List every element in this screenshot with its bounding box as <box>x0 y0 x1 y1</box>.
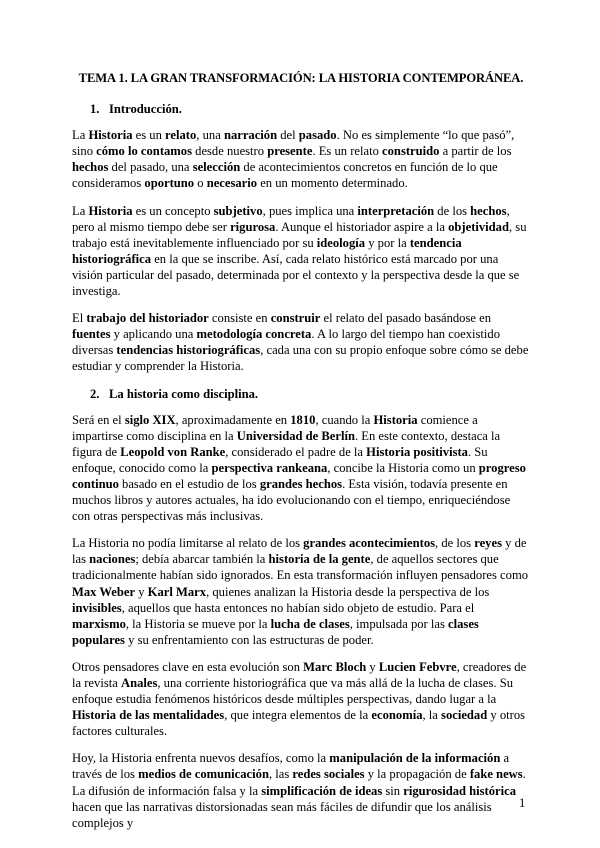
text-run: , su trabajo está inevitablemente influenciado por su <box>72 219 527 250</box>
text-run: . A lo largo del tiempo han coexistido diversas <box>72 327 501 358</box>
text-run: a partir de los <box>439 144 512 159</box>
text-run: del pasado, una <box>108 160 193 175</box>
bold-term: Historia <box>88 203 133 218</box>
bold-term: Anales <box>120 676 158 690</box>
text-run: de acontecimientos concretos en función de lo que consideramos <box>72 160 498 191</box>
document-body <box>72 101 530 831</box>
text-run: , que integra elementos de la <box>224 708 372 723</box>
bold-term: Marc Bloch <box>303 659 367 674</box>
text-run: es un concepto <box>132 203 214 218</box>
text-run: ; debía abarcar también la <box>135 552 269 567</box>
bold-term: rigurosidad histórica <box>403 783 517 798</box>
bold-term: Historia positivista <box>366 444 468 459</box>
section-number: 2. <box>90 386 100 401</box>
bold-term: Leopold von Ranke <box>120 444 226 459</box>
text-run: La Historia no podía limitarse al relato de los <box>72 536 304 551</box>
text-run: Otros pensadores clave en esta evolución son <box>72 659 304 674</box>
document-page <box>72 70 530 842</box>
bold-term: pasado <box>298 128 337 143</box>
bold-term: tendencia historiográfica <box>72 235 462 266</box>
bold-term: presente <box>267 144 313 159</box>
text-run: , pero al mismo tiempo debe ser <box>72 203 510 234</box>
section-heading <box>90 101 530 117</box>
bold-term: perspectiva rankeana <box>211 460 328 475</box>
text-run: , las <box>268 767 293 782</box>
text-run: , de aquellos sectores que tradicionalmente habían sido ignorados. En esta transformación influyen pensadores como <box>72 552 529 583</box>
text-run: , cada una con su propio enfoque sobre cómo se debe estudiar y comprender la Historia. <box>72 343 529 374</box>
text-run: y de las <box>72 536 527 567</box>
bold-term: siglo XIX <box>124 412 176 427</box>
paragraph <box>72 310 530 374</box>
text-run: , aproximadamente en <box>175 412 291 427</box>
bold-term: narración <box>223 128 278 143</box>
text-run: , quienes analizan la Historia desde la perspectiva de los <box>206 584 490 599</box>
text-run: y aplicando una <box>110 327 197 342</box>
bold-term: hechos <box>470 203 507 218</box>
text-run: . La difusión de información falsa y la <box>72 767 526 798</box>
paragraph <box>72 412 530 525</box>
text-run: , impulsada por las <box>349 616 449 631</box>
text-run: comience a impartirse como disciplina en la <box>72 412 478 443</box>
text-run: Será en el <box>72 412 125 427</box>
text-run: , una <box>196 128 224 143</box>
text-run: . No es simplemente “lo que pasó”, sino <box>72 128 515 159</box>
bold-term: Karl Marx <box>147 584 207 599</box>
text-run: sin <box>382 783 404 798</box>
text-run: hacen que las narrativas distorsionadas sean más fáciles de difundir que los análisis complejos y <box>72 799 492 830</box>
paragraph <box>72 535 530 648</box>
text-run: , de los <box>435 536 475 551</box>
paragraph <box>72 127 530 191</box>
bold-term: relato <box>165 128 197 143</box>
bold-term: metodología concreta <box>196 327 312 342</box>
bold-term: grandes acontecimientos <box>303 536 436 551</box>
text-run: y su enfrentamiento con las estructuras de poder. <box>124 632 374 647</box>
text-run: consiste en <box>208 311 271 326</box>
text-run: , pues implica una <box>262 203 358 218</box>
text-run: . Es un relato <box>312 144 383 159</box>
text-run: , aquellos que hasta entonces no habían sido objeto de estudio. Para el <box>121 600 475 615</box>
bold-term: construido <box>382 144 440 159</box>
bold-term: Historia <box>373 412 418 427</box>
bold-term: Lucien Febvre <box>378 659 457 674</box>
text-run: de los <box>434 203 471 218</box>
text-run: El <box>72 311 87 326</box>
bold-term: sociedad <box>441 708 488 723</box>
bold-term: fuentes <box>72 327 111 342</box>
text-run: , la <box>422 708 442 723</box>
text-run: y por la <box>365 235 410 250</box>
bold-term: cómo lo contamos <box>96 144 192 159</box>
bold-term: invisibles <box>72 600 122 615</box>
bold-term: reyes <box>474 536 502 551</box>
bold-term: selección <box>192 160 241 175</box>
bold-term: necesario <box>206 176 258 191</box>
text-run: , una corriente historiográfica que va más allá de la lucha de clases. Su enfoque estudia fenómenos históricos desde múltiples perspectivas, dando lugar a la <box>72 676 513 707</box>
section-number: 1. <box>90 102 100 117</box>
page-number: 1 <box>519 796 526 810</box>
text-run: La <box>72 128 89 143</box>
text-run: basado en el estudio de los <box>118 476 260 491</box>
text-run: . En este contexto, destaca la figura de <box>72 428 501 459</box>
text-run: y <box>135 584 148 599</box>
text-run: , la Historia se mueve por la <box>125 616 271 631</box>
bold-term: oportuno <box>144 176 195 191</box>
text-run: y <box>366 659 379 674</box>
bold-term: Max Weber <box>72 584 136 599</box>
text-run: . Esta visión, todavía presente en muchos libros y autores actuales, ha ido evolucionando con el tiempo, enriqueciéndose con otras perspectivas más inclusivas. <box>72 476 511 524</box>
text-run: en la que se inscribe. Así, cada relato histórico está marcado por una visión particular del pasado, determinada por el contexto y la perspectiva desde la que se investiga. <box>72 251 520 299</box>
text-run: Hoy, la Historia enfrenta nuevos desafíos, como la <box>72 751 330 766</box>
text-run: es un <box>132 128 166 143</box>
text-run: del <box>277 128 299 143</box>
bold-term: subjetivo <box>213 203 263 218</box>
bold-term: construir <box>270 311 321 326</box>
text-run: La <box>72 203 89 218</box>
bold-term: trabajo del historiador <box>86 311 209 326</box>
paragraph <box>72 659 530 739</box>
bold-term: fake news <box>469 767 523 782</box>
bold-term: economía <box>371 708 423 723</box>
bold-term: hechos <box>72 160 109 175</box>
bold-term: interpretación <box>357 203 435 218</box>
section-heading-text: Introducción. <box>109 102 182 117</box>
bold-term: Historia <box>88 128 133 143</box>
bold-term: ideología <box>316 235 366 250</box>
bold-term: 1810 <box>290 412 316 427</box>
text-run: y la propagación de <box>364 767 470 782</box>
text-run: , creadores de la revista <box>72 659 527 690</box>
text-run: desde nuestro <box>192 144 268 159</box>
text-run: a través de los <box>72 751 510 782</box>
bold-term: progreso continuo <box>72 460 526 491</box>
bold-term: medios de comunicación <box>138 767 269 782</box>
document-title: TEMA 1. LA GRAN TRANSFORMACIÓN: LA HISTORIA CONTEMPORÁNEA. <box>78 71 524 85</box>
bold-term: rigurosa <box>230 219 276 234</box>
bold-term: objetividad <box>448 219 509 234</box>
bold-term: manipulación de la información <box>329 751 501 766</box>
bold-term: lucha de clases <box>270 616 350 631</box>
bold-term: grandes hechos <box>259 476 343 491</box>
text-run: , concibe la Historia como un <box>327 460 479 475</box>
bold-term: redes sociales <box>292 767 365 782</box>
paragraph <box>72 750 530 830</box>
bold-term: clases populares <box>72 616 479 647</box>
bold-term: marxismo <box>72 616 126 631</box>
text-run: o <box>194 176 207 191</box>
bold-term: naciones <box>89 552 136 567</box>
text-run: el relato del pasado basándose en <box>320 311 492 326</box>
bold-term: simplificación de ideas <box>261 783 383 798</box>
bold-term: Historia de las mentalidades <box>72 708 225 723</box>
bold-term: historia de la gente <box>268 552 371 567</box>
section-heading-text: La historia como disciplina. <box>109 386 259 401</box>
bold-term: tendencias historiográficas <box>116 343 261 358</box>
text-run: . Su enfoque, conocido como la <box>72 444 488 475</box>
section-heading <box>90 386 530 402</box>
text-run: y otros factores culturales. <box>72 708 526 739</box>
text-run: , considerado el padre de la <box>225 444 367 459</box>
text-run: . Aunque el historiador aspire a la <box>275 219 449 234</box>
text-run: , cuando la <box>315 412 374 427</box>
bold-term: Universidad de Berlín <box>236 428 355 443</box>
text-run: en un momento determinado. <box>257 176 408 191</box>
paragraph <box>72 203 530 300</box>
